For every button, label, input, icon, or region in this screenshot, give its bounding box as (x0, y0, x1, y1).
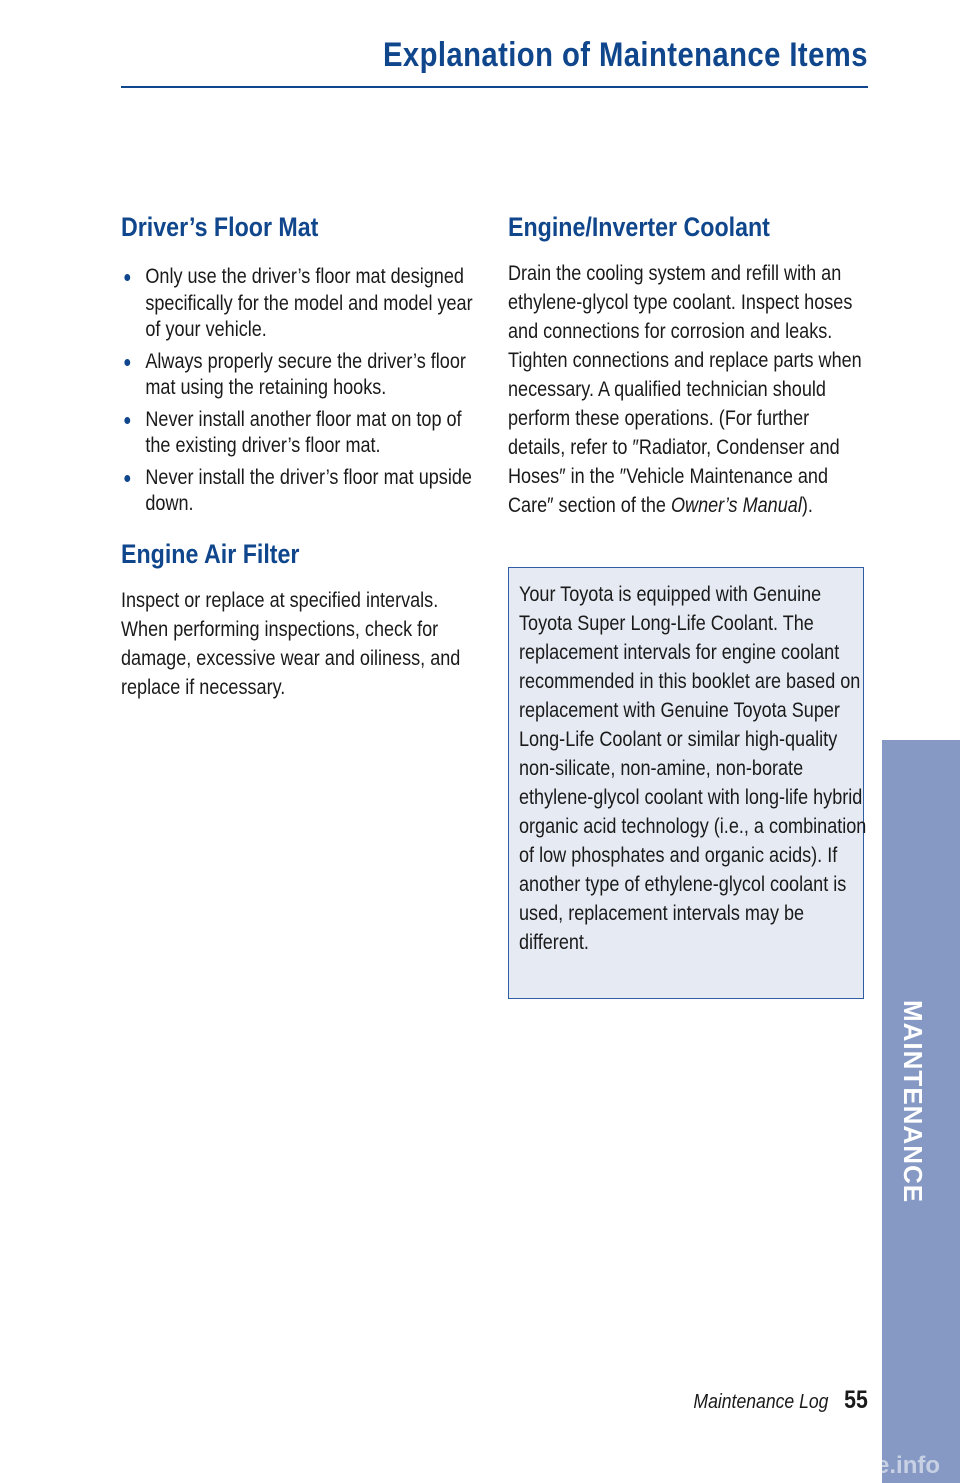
section-tab-label: MAINTENANCE (898, 1000, 928, 1204)
note-text: Your Toyota is equipped with Genuine Toyota Super Long-Life Coolant. The replacement intervals for engine coolant recommended in this booklet are based on replacement with Genuine Toyota Super Long-Life Coolant or similar high-quality non-silicate, non-amine, non-borate ethylene-glycol coolant with long-life hybrid organic acid technology (i.e., a combination of low phosphates and organic acids). If another type of ethylene-glycol coolant is used, replacement intervals may be different. (519, 582, 867, 954)
heading-coolant: Engine/Inverter Coolant (508, 212, 770, 242)
floor-mat-content (121, 263, 481, 517)
list-item-text: Always properly secure the driver’s floor mat using the retaining hooks. (145, 348, 466, 399)
list-item-text: Only use the driver’s floor mat designed specifically for the model and model year of your vehicle. (145, 264, 473, 341)
coolant-note-box (508, 567, 867, 999)
list-item (121, 263, 481, 343)
owners-manual-ref: Owner’s Manual (670, 493, 802, 517)
bullet-dot-icon (124, 359, 130, 366)
note-content (519, 580, 869, 957)
coolant-text-end: ). (801, 493, 813, 517)
floor-mat-list (121, 263, 481, 517)
coolant-text-main: Drain the cooling system and refill with an ethylene-glycol type coolant. Inspect hoses and connections for corrosion and leaks. Tighten connections and replace parts when necessary. A qualified technician should perform these operations. (For further details, refer to ″Radiator, Condenser and Hoses″ in the ″Vehicle Maintenance and Care″ section of the (508, 261, 862, 517)
bullet-dot-icon (124, 475, 130, 482)
heading-air-filter: Engine Air Filter (121, 538, 300, 569)
footer-section-name: Maintenance Log (693, 1391, 829, 1413)
bullet-dot-icon (124, 417, 130, 424)
air-filter-text: Inspect or replace at specified intervals. When performing inspections, check for damage, excessive wear and oiliness, and replace if necessary. (121, 587, 461, 699)
page-title: Explanation of Maintenance Items (383, 36, 868, 74)
left-column (121, 212, 481, 702)
watermark: carmanualsonline.info (685, 1452, 940, 1479)
title-rule (121, 86, 868, 88)
list-item (121, 406, 481, 459)
coolant-content (508, 259, 868, 520)
list-item (121, 348, 481, 401)
page-footer (675, 1386, 868, 1415)
page-number: 55 (844, 1386, 868, 1414)
list-item-text: Never install the driver’s floor mat upside down. (145, 464, 472, 515)
air-filter-content (121, 586, 481, 702)
list-item (121, 464, 481, 517)
bullet-dot-icon (124, 274, 130, 281)
coolant-text (508, 259, 868, 520)
heading-floor-mat: Driver’s Floor Mat (121, 212, 319, 242)
right-column (508, 212, 868, 520)
list-item-text: Never install another floor mat on top of the existing driver’s floor mat. (145, 406, 462, 457)
